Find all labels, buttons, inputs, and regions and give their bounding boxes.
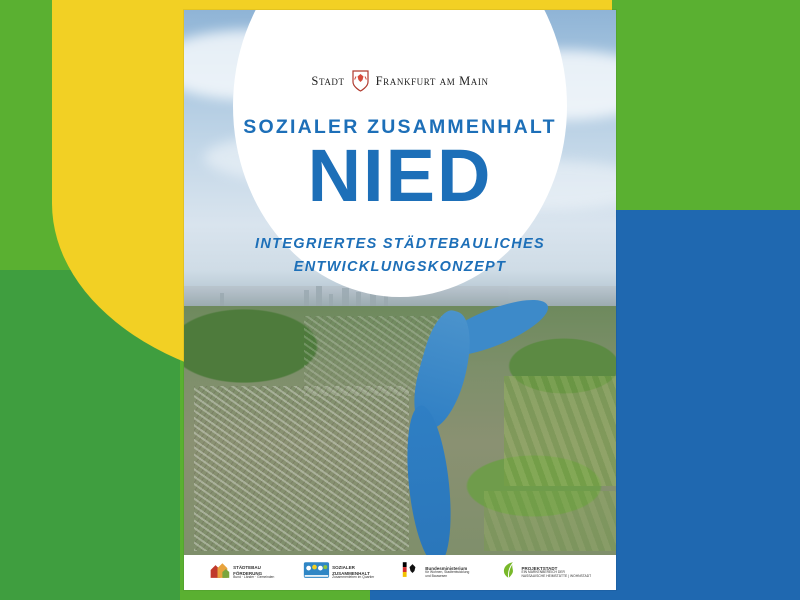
aerial-landscape bbox=[184, 306, 616, 555]
poster-headline: NIED bbox=[307, 134, 493, 217]
logo-projekt-stadt bbox=[499, 560, 591, 585]
poster-subtitle-line-1: INTEGRIERTES STÄDTEBAULICHES bbox=[255, 236, 545, 253]
farm-fields bbox=[504, 376, 616, 486]
title-block bbox=[184, 70, 616, 278]
poster-subtitle bbox=[184, 233, 616, 278]
logo-text: PROJEKTSTADT EIN MARKENBEREICH DER NASSAUISCHE HEIMSTÄTTE | WOHNSTADT bbox=[521, 566, 592, 579]
city-authority-lockup bbox=[184, 70, 616, 92]
farm-fields bbox=[484, 491, 616, 551]
houses-roofs-icon bbox=[209, 560, 231, 585]
partner-logo-strip bbox=[184, 555, 616, 590]
poster-kicker: SOZIALER ZUSAMMENHALT bbox=[243, 116, 557, 138]
city-name-word-stadt: Stadt bbox=[311, 73, 345, 88]
logo-text: Bundesministerium für Wohnen, Stadtentwicklung und Bauwesen bbox=[425, 566, 470, 579]
frankfurt-eagle-crest-icon bbox=[352, 70, 369, 92]
green-leaf-swirl-icon bbox=[499, 560, 519, 585]
poster bbox=[184, 10, 616, 590]
logo-bundesministerium bbox=[403, 560, 470, 585]
logo-text: STÄDTEBAU FÖRDERUNG Bund · Länder · Gemeinden bbox=[233, 565, 275, 579]
bundesadler-flag-icon bbox=[403, 560, 423, 585]
city-name-word-frankfurt: Frankfurt am Main bbox=[375, 73, 489, 88]
logo-staedtebaufoerderung bbox=[209, 560, 275, 585]
logo-text: SOZIALER ZUSAMMENHALT Zusammenleben im Quartier bbox=[331, 565, 374, 579]
urban-texture bbox=[194, 386, 409, 551]
logo-sozialer-zusammenhalt bbox=[303, 560, 374, 585]
poster-subtitle-line-2: ENTWICKLUNGSKONZEPT bbox=[293, 258, 507, 275]
people-group-icon bbox=[303, 560, 328, 585]
